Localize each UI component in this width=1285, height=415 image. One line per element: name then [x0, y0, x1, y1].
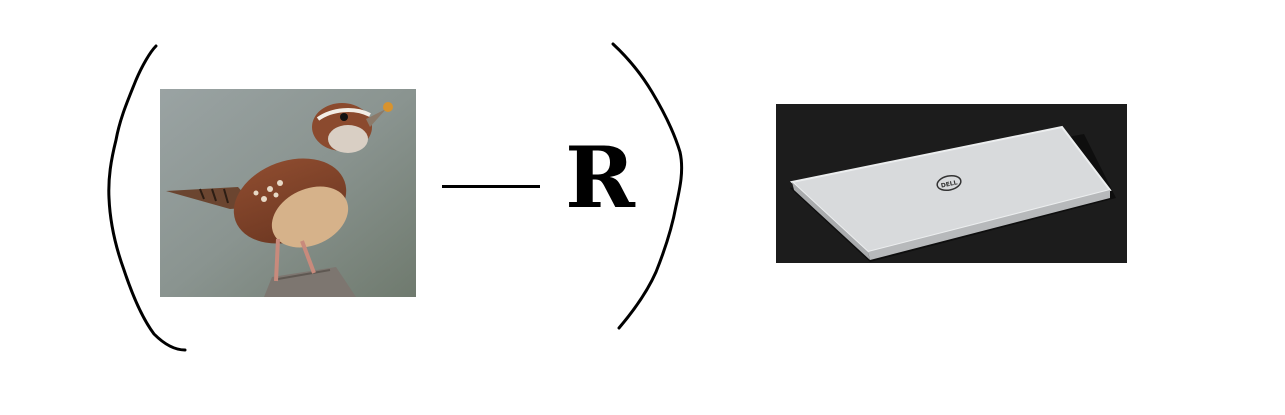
laptop-logo-text: DELL	[940, 179, 959, 190]
minus-sign	[442, 185, 540, 188]
laptop-image	[776, 104, 1127, 263]
bird-image	[160, 89, 416, 297]
operator-letter: R	[565, 128, 635, 227]
